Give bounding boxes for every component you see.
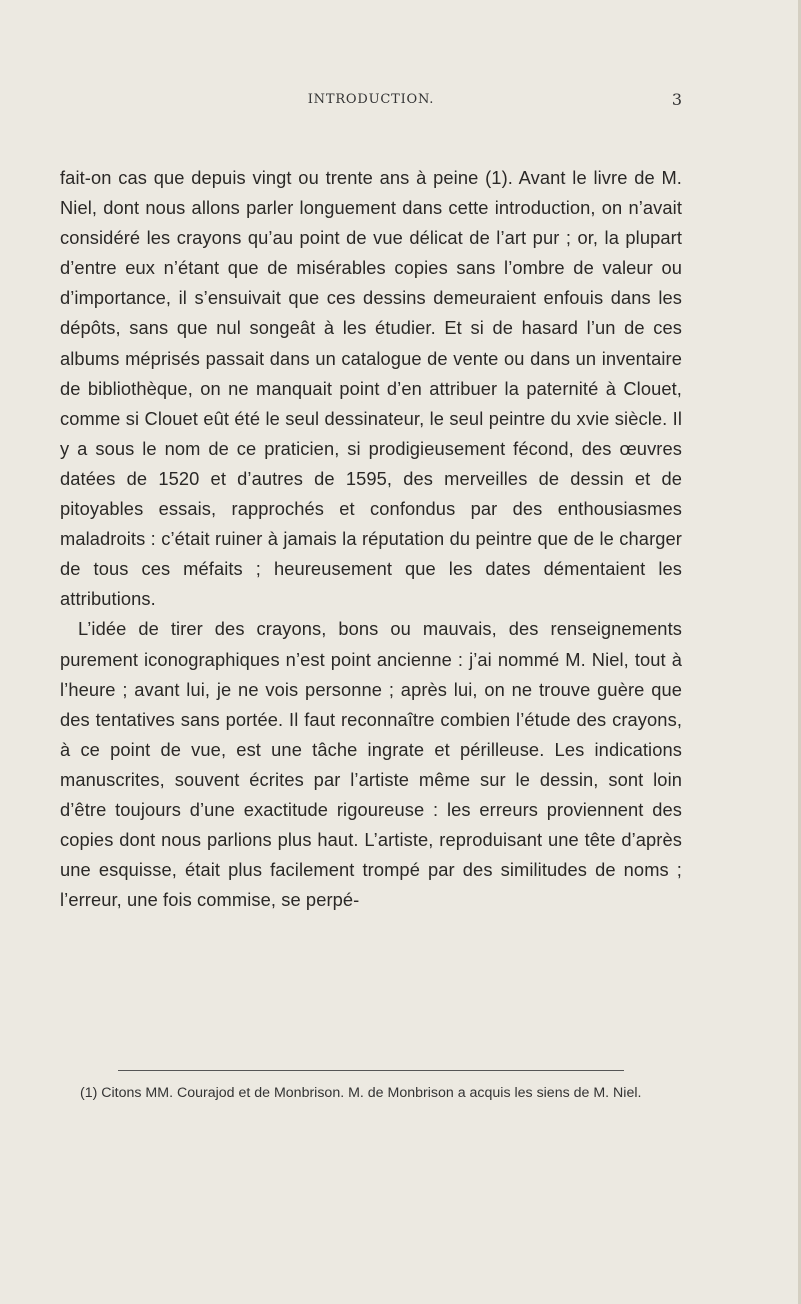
- footnote: (1) Citons MM. Courajod et de Monbrison. M. de Monbrison a acquis les siens de M. Niel.: [80, 1085, 642, 1101]
- paragraph: fait-on cas que depuis vingt ou trente ans à peine (1). Avant le livre de M. Niel, dont nous allons parler longuement dans cette introduction, on n’avait considéré les crayons qu’au point de vue délicat de l’art pur ; or, la plupart d’entre eux n’étant que de misérables copies sans l’ombre de valeur ou d’importance, il s’ensuivait que ces dessins demeuraient enfouis dans les dépôts, sans que nul songeât à les étudier. Et si de hasard l’un de ces albums méprisés passait dans un catalogue de vente ou dans un inventaire de bibliothèque, on ne manquait point d’en attribuer la paternité à Clouet, comme si Clouet eût été le seul dessinateur, le seul peintre du xvie siècle. Il y a sous le nom de ce praticien, si prodigieusement fécond, des œuvres datées de 1520 et d’autres de 1595, des merveilles de dessin et de pitoyables essais, rapprochés et confondus par des enthousiasmes maladroits : c’était ruiner à jamais la réputation du peintre que de le charger de tous ces méfaits ; heureusement que les dates démentaient les attributions.: [60, 167, 682, 610]
- chapter-title: INTRODUCTION.: [307, 92, 435, 107]
- running-head: [60, 92, 682, 112]
- paragraph: L’idée de tirer des crayons, bons ou mauvais, des renseignements purement iconographiques n’est point ancienne : j’ai nommé M. Niel, tout à l’heure ; avant lui, je ne vois personne ; après lui, on ne trouve guère que des tentatives sans portée. Il faut reconnaître combien l’étude des crayons, à ce point de vue, est une tâche ingrate et périlleuse. Les indications manuscrites, souvent écrites par l’artiste même sur le dessin, sont loin d’être toujours d’une exactitude rigoureuse : les erreurs proviennent des copies dont nous parlions plus haut. L’artiste, reproduisant une tête d’après une esquisse, était plus facilement trompé par des similitudes de noms ; l’erreur, une fois commise, se perpé-: [60, 618, 682, 911]
- body-text: [60, 163, 682, 915]
- page-number: 3: [671, 90, 682, 109]
- footnote-divider: [118, 1070, 624, 1071]
